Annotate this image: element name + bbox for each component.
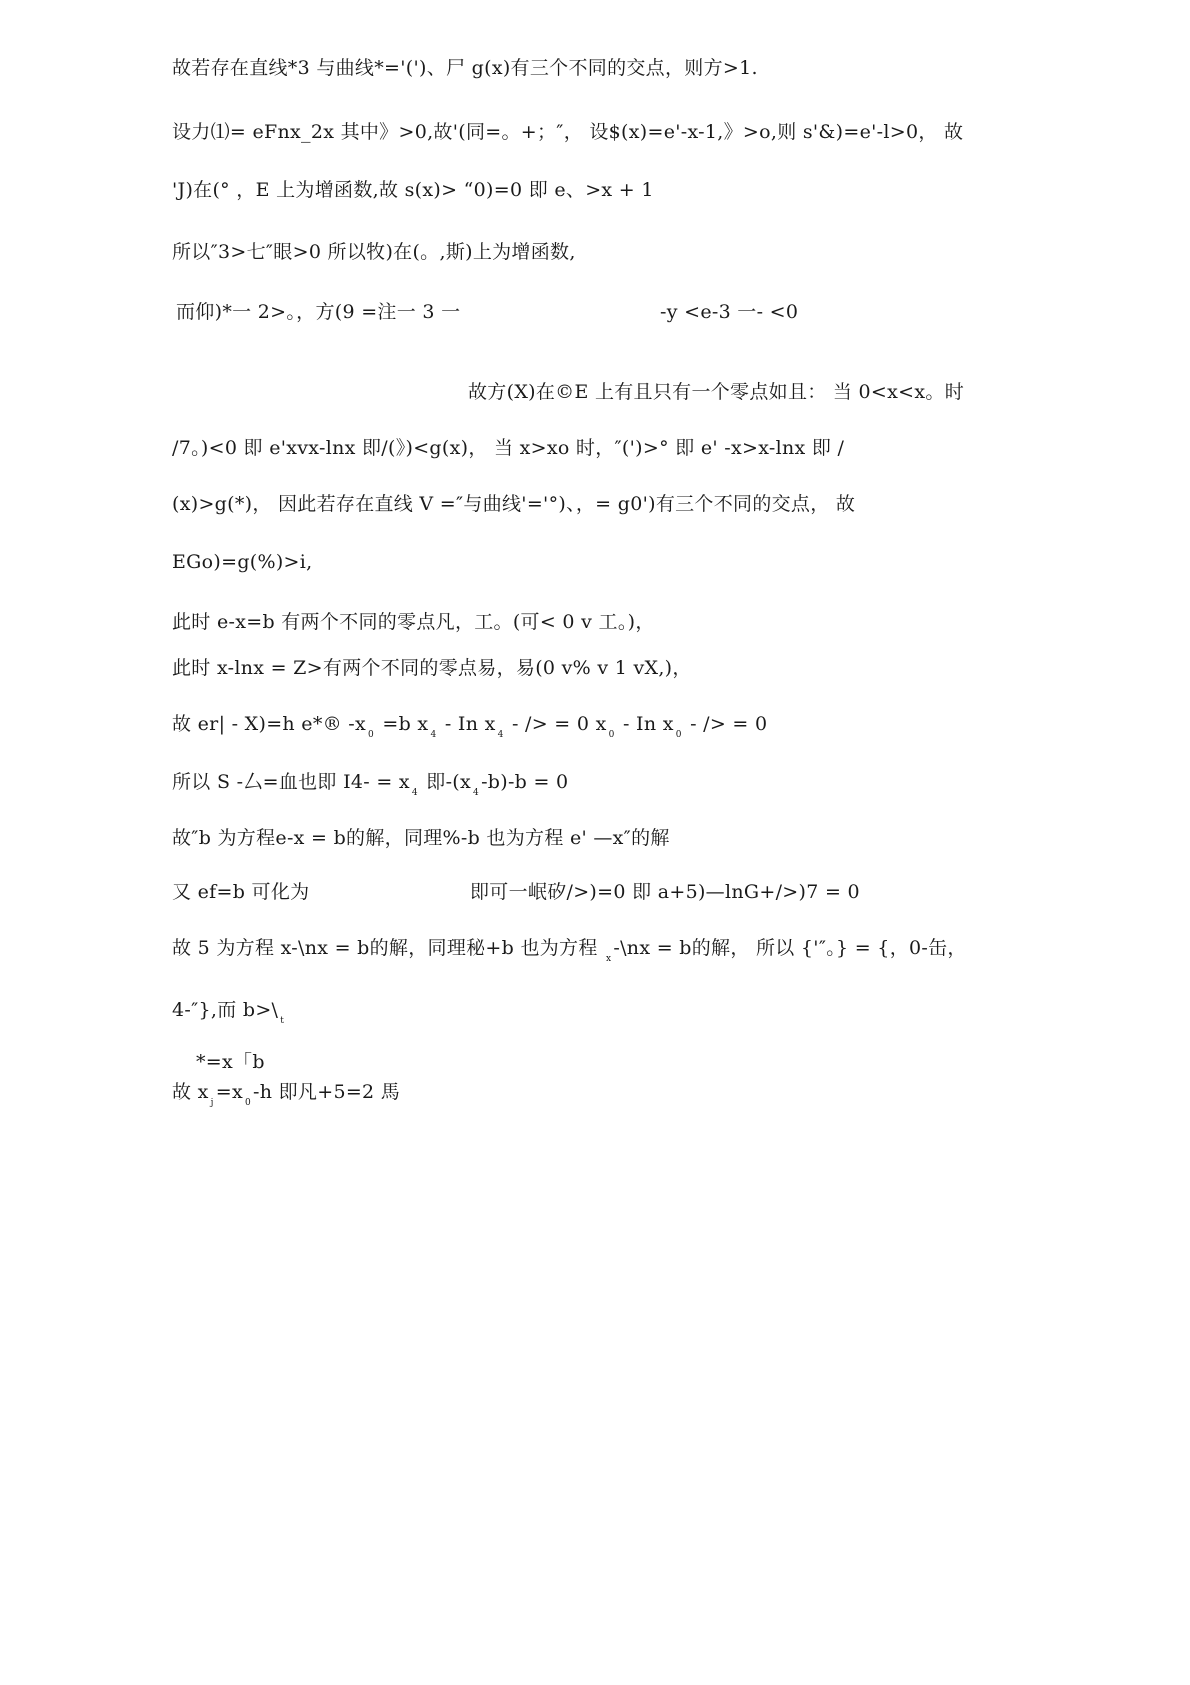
text-line-4: 所以″3>七″眼>0 所以牧)在(。,斯)上为增函数, [172, 241, 576, 263]
text-segment: =b x [382, 713, 429, 735]
text-segment: - In x [622, 713, 674, 735]
text-line-17 [172, 998, 286, 1026]
subscript: 4 [473, 788, 480, 798]
subscript: 0 [368, 730, 375, 740]
text-line-18: *=x「b [196, 1051, 265, 1073]
text-line-7: /7。)<0 即 e'xvx-lnx 即/(》)<g(x)， 当 x>xo 时，″(')>° 即 e' -x>x-lnx 即 / [172, 437, 845, 459]
text-line-9: EGo)=g(%)>i, [172, 551, 313, 573]
text-line-19 [172, 1080, 400, 1108]
text-segment: -\nx = b的解， 所以 {'″。} = {，0-缶， [613, 937, 967, 959]
subscript: t [280, 1016, 285, 1026]
subscript: 4 [497, 730, 504, 740]
text-segment: =x [215, 1081, 243, 1103]
subscript: j [210, 1098, 214, 1108]
text-segment: 4-″},而 b>\ [172, 999, 279, 1021]
text-segment: - /> = 0 x [511, 713, 607, 735]
text-line-6: 故方(X)在©E 上有且只有一个零点如且： 当 0<x<x。时 [468, 381, 964, 403]
subscript: 0 [675, 730, 682, 740]
text-line-1: 故若存在直线*3 与曲线*='(')、尸 g(x)有三个不同的交点，则方>1. [172, 57, 758, 79]
text-line-3: 'J)在(° ，E 上为增函数,故 s(x)> “0)=0 即 e、>x + 1 [172, 179, 654, 201]
text-line-14: 故″b 为方程e-x = b的解，同理%-b 也为方程 e' —x″的解 [172, 827, 670, 849]
text-line-16 [172, 936, 967, 964]
text-line-8: (x)>g(*)， 因此若存在直线 V =″与曲线'='°)、，= g0')有三个不同的交点， 故 [172, 493, 856, 515]
text-line-5b: -y <e-3 一- <0 [660, 301, 799, 323]
text-line-12 [172, 712, 767, 740]
text-segment: 故 5 为方程 x-\nx = b的解，同理秘+b 也为方程 [172, 937, 598, 959]
text-segment: 即-(x [426, 771, 472, 793]
subscript: 0 [608, 730, 615, 740]
subscript: 4 [411, 788, 418, 798]
text-segment: 故 x [172, 1081, 209, 1103]
text-segment: - In x [444, 713, 496, 735]
text-segment: 所以 S -厶=血也即 I4- = x [172, 771, 410, 793]
text-segment: - /> = 0 [690, 713, 768, 735]
text-line-5: 而仰)*一 2>。，方(9 =注一 3 一 [176, 301, 461, 323]
text-line-15: 又 ef=b 可化为 [172, 881, 310, 903]
text-line-15b: 即可一岷矽/>)=0 即 a+5)—lnG+/>)7 = 0 [470, 881, 860, 903]
text-segment: -h 即凡+5=2 馬 [253, 1081, 401, 1103]
text-line-10: 此时 e-x=b 有两个不同的零点凡，工。(可< 0 v 工。)， [172, 611, 655, 633]
text-line-11: 此时 x-lnx = Z>有两个不同的零点易，易(0 v% v 1 vX,)， [172, 657, 692, 679]
text-segment: -b)-b = 0 [481, 771, 569, 793]
subscript: 4 [430, 730, 437, 740]
text-line-13 [172, 770, 568, 798]
subscript: x [606, 954, 612, 964]
text-line-2: 设力⑴= eFnx_2x 其中》>0,故'(同=。+；″， 设$(x)=e'-x-1,》>o,则 s'&)=e'-l>0， 故 [172, 121, 964, 143]
subscript: 0 [245, 1098, 252, 1108]
text-segment: 故 er| - X)=h e*® -x [172, 713, 367, 735]
